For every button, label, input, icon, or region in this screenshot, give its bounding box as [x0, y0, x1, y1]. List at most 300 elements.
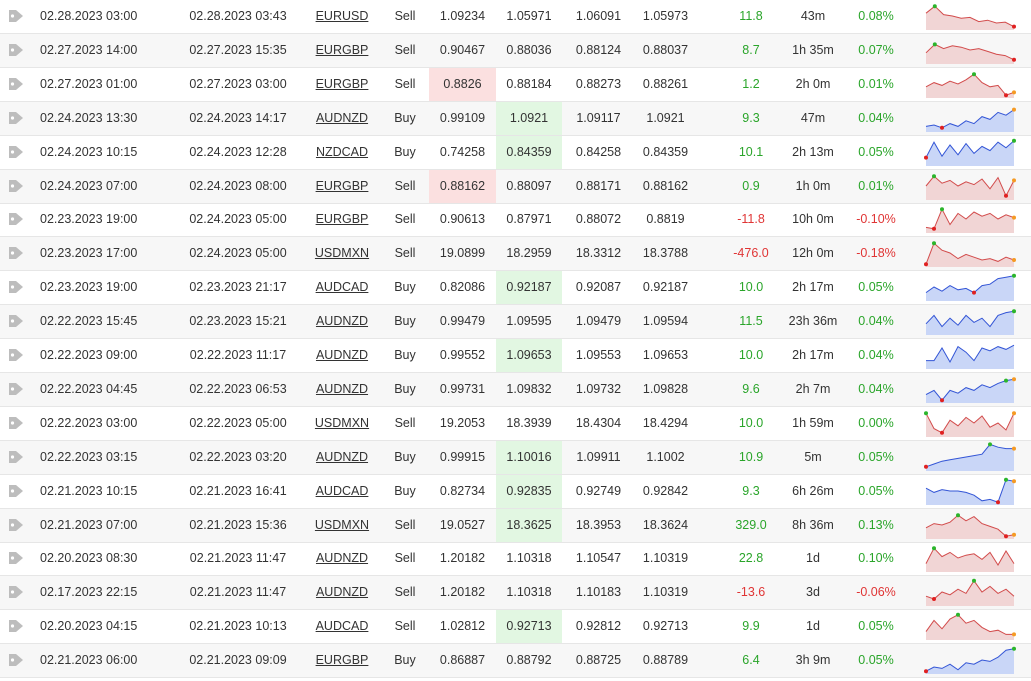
tag-cell[interactable]: [4, 373, 28, 406]
tag-icon[interactable]: [8, 246, 24, 260]
sparkline-area: [926, 176, 1014, 200]
price-sparkline: [924, 170, 1018, 203]
open-price: 0.74258: [439, 144, 486, 159]
sparkline-low-dot: [1004, 193, 1008, 197]
open-time: 02.20.2023 08:30: [40, 551, 138, 566]
table-row: [0, 441, 1031, 475]
sparkline-low-dot: [924, 669, 928, 673]
low-price: 1.09828: [642, 381, 689, 396]
tag-icon[interactable]: [8, 653, 24, 667]
low-price: 1.05973: [642, 9, 689, 23]
open-price: 0.82086: [439, 280, 486, 295]
open-price: 0.90613: [439, 212, 486, 227]
table-row: [0, 237, 1031, 271]
open-time: 02.27.2023 14:00: [40, 42, 138, 57]
high-price: 1.10183: [575, 585, 622, 600]
close-price: 0.88792: [506, 653, 552, 668]
close-time: 02.22.2023 03:20: [189, 449, 287, 464]
symbol-link[interactable]: NZDCAD: [315, 144, 369, 159]
low-price: 1.09594: [642, 314, 689, 329]
sparkline-high-dot: [988, 442, 992, 446]
sparkline-last-dot: [1012, 258, 1016, 262]
pips-value: 11.5: [739, 314, 763, 329]
close-price: 0.92835: [496, 475, 562, 508]
symbol-link[interactable]: USDMXN: [314, 517, 370, 532]
tag-cell[interactable]: [4, 441, 28, 474]
high-price: 18.4304: [575, 415, 622, 430]
low-price: 0.88162: [642, 178, 689, 193]
sparkline-last-dot: [1012, 107, 1016, 111]
open-price: 0.99915: [439, 449, 486, 464]
tag-cell[interactable]: [4, 170, 28, 203]
table-row: [0, 102, 1031, 136]
trade-type: Sell: [394, 517, 416, 532]
tag-icon[interactable]: [8, 619, 24, 633]
tag-icon[interactable]: [8, 382, 24, 396]
percent-change: 0.08%: [858, 9, 894, 23]
open-price: 0.99479: [439, 314, 486, 329]
symbol-link[interactable]: USDMXN: [314, 246, 370, 261]
symbol-cell: [308, 475, 376, 508]
symbol-cell: [308, 407, 376, 440]
close-time: 02.27.2023 15:35: [189, 42, 287, 57]
trade-type: Sell: [394, 76, 416, 91]
symbol-cell: [308, 576, 376, 609]
open-time: 02.27.2023 01:00: [40, 76, 138, 91]
close-price: 0.88184: [506, 76, 552, 91]
high-price: 1.09553: [575, 348, 622, 362]
close-price: 18.3625: [496, 509, 562, 542]
price-sparkline: [924, 339, 1018, 372]
symbol-link[interactable]: EURGBP: [315, 76, 369, 91]
sparkline-area: [926, 479, 1014, 504]
percent-change: 0.04%: [858, 348, 894, 362]
pips-value: 1.2: [742, 76, 760, 91]
low-price: 0.8819: [646, 212, 685, 227]
sparkline-cell: [924, 441, 1018, 474]
duration: 12h 0m: [792, 246, 834, 261]
close-time: 02.24.2023 08:00: [189, 178, 287, 193]
sparkline-cell: [924, 610, 1018, 643]
table-row: [0, 542, 1031, 576]
close-time: 02.23.2023 21:17: [189, 280, 287, 295]
tag-icon[interactable]: [8, 551, 24, 565]
tag-icon[interactable]: [8, 416, 24, 430]
table-row: [0, 170, 1031, 204]
symbol-cell: [308, 102, 376, 135]
high-price: 0.92749: [575, 483, 622, 498]
table-row: [0, 136, 1031, 170]
low-price: 1.0921: [646, 110, 685, 125]
tag-cell[interactable]: [4, 509, 28, 542]
sparkline-cell: [924, 373, 1018, 406]
high-price: 0.88171: [575, 178, 622, 193]
symbol-link[interactable]: AUDNZD: [315, 110, 369, 125]
close-price: 1.10318: [506, 585, 552, 600]
symbol-link[interactable]: AUDCAD: [315, 619, 369, 634]
sparkline-cell: [924, 576, 1018, 609]
sparkline-low-dot: [940, 125, 944, 129]
sparkline-high-dot: [1004, 477, 1008, 481]
price-sparkline: [924, 373, 1018, 406]
sparkline-area: [926, 276, 1014, 301]
sparkline-area: [926, 649, 1014, 674]
close-time: 02.21.2023 10:13: [189, 619, 287, 634]
sparkline-high-dot: [932, 547, 936, 551]
close-time: 02.22.2023 11:17: [189, 348, 287, 362]
table-row: [0, 475, 1031, 509]
low-price: 18.4294: [642, 415, 689, 430]
duration: 43m: [800, 9, 826, 23]
open-price: 0.88162: [429, 170, 496, 203]
trade-type: Buy: [394, 653, 416, 668]
percent-change: 0.01%: [858, 76, 894, 91]
symbol-link[interactable]: USDMXN: [314, 415, 370, 430]
tag-icon[interactable]: [8, 280, 24, 294]
symbol-link[interactable]: AUDNZD: [315, 348, 369, 362]
close-price: 1.10318: [506, 551, 552, 566]
tag-icon[interactable]: [8, 179, 24, 193]
sparkline-cell: [924, 305, 1018, 338]
symbol-link[interactable]: EURGBP: [315, 212, 369, 227]
tag-icon[interactable]: [8, 145, 24, 159]
open-price: 1.20182: [439, 585, 486, 600]
table-row: [0, 509, 1031, 543]
close-time: 02.22.2023 06:53: [189, 381, 287, 396]
percent-change: 0.05%: [858, 449, 894, 464]
pips-value: 10.1: [738, 144, 764, 159]
sparkline-last-dot: [1012, 216, 1016, 220]
sparkline-low-dot: [924, 464, 928, 468]
tag-cell[interactable]: [4, 610, 28, 643]
sparkline-high-dot: [932, 174, 936, 178]
symbol-cell: [308, 271, 376, 304]
pips-value: 0.9: [742, 178, 760, 193]
open-price: 0.99731: [439, 381, 486, 396]
duration: 1d: [806, 619, 820, 634]
open-time: 02.22.2023 03:15: [40, 449, 138, 464]
tag-cell[interactable]: [4, 237, 28, 270]
pips-value: 6.4: [742, 653, 760, 668]
low-price: 1.10319: [642, 551, 689, 566]
sparkline-cell: [924, 339, 1018, 372]
sparkline-high-dot: [933, 4, 937, 8]
open-time: 02.23.2023 19:00: [40, 212, 138, 227]
sparkline-high-dot: [1012, 309, 1016, 313]
tag-icon[interactable]: [8, 314, 24, 328]
sparkline-last-dot: [1012, 532, 1016, 536]
pips-value: 10.0: [738, 348, 764, 362]
sparkline-cell: [924, 542, 1018, 575]
low-price: 0.92713: [642, 619, 689, 634]
percent-change: 0.04%: [858, 314, 894, 329]
price-sparkline: [924, 610, 1018, 643]
tag-cell[interactable]: [4, 136, 28, 169]
table-row: [0, 34, 1031, 68]
pips-value: 9.3: [742, 110, 760, 125]
sparkline-cell: [924, 136, 1018, 169]
trade-type: Sell: [394, 619, 416, 634]
sparkline-high-dot: [1012, 647, 1016, 651]
percent-change: 0.05%: [858, 619, 894, 634]
duration: 47m: [800, 110, 826, 125]
close-price: 18.3939: [506, 415, 552, 430]
tag-icon[interactable]: [8, 484, 24, 498]
low-price: 18.3788: [642, 246, 689, 261]
percent-change: 0.05%: [858, 280, 894, 295]
close-price: 1.09595: [506, 314, 552, 329]
low-price: 18.3624: [642, 517, 689, 532]
tag-cell[interactable]: [4, 68, 28, 101]
symbol-cell: [308, 170, 376, 203]
trade-type: Sell: [394, 585, 416, 600]
low-price: 0.88037: [642, 42, 689, 57]
low-price: 1.1002: [646, 449, 685, 464]
close-time: 02.24.2023 14:17: [189, 110, 287, 125]
trade-type: Buy: [394, 280, 416, 295]
symbol-link[interactable]: AUDNZD: [315, 314, 369, 329]
tag-cell[interactable]: [4, 644, 28, 677]
price-sparkline: [924, 644, 1018, 677]
low-price: 0.88789: [642, 653, 689, 668]
percent-change: 0.00%: [858, 415, 894, 430]
sparkline-low-dot: [924, 262, 928, 266]
high-price: 0.88273: [575, 76, 622, 91]
sparkline-area: [926, 444, 1014, 471]
sparkline-last-dot: [1012, 90, 1016, 94]
sparkline-high-dot: [1012, 138, 1016, 142]
sparkline-cell: [924, 203, 1018, 236]
trade-type: Sell: [394, 415, 416, 430]
tag-icon[interactable]: [8, 43, 24, 57]
sparkline-high-dot: [924, 411, 928, 415]
duration: 23h 36m: [788, 314, 838, 329]
pips-value: -476.0: [733, 246, 769, 261]
open-time: 02.28.2023 03:00: [40, 9, 138, 23]
table-row: [0, 373, 1031, 407]
open-price: 0.90467: [439, 42, 486, 57]
tag-icon[interactable]: [8, 450, 24, 464]
pips-value: 22.8: [738, 551, 764, 566]
open-time: 02.22.2023 03:00: [40, 415, 138, 430]
sparkline-low-dot: [924, 155, 928, 159]
tag-icon[interactable]: [8, 111, 24, 125]
price-sparkline: [924, 407, 1018, 440]
symbol-cell: [308, 68, 376, 101]
sparkline-last-dot: [1012, 479, 1016, 483]
symbol-cell: [308, 542, 376, 575]
price-sparkline: [924, 102, 1018, 135]
percent-change: 0.05%: [858, 653, 894, 668]
tag-icon[interactable]: [8, 585, 24, 599]
low-price: 0.84359: [642, 144, 689, 159]
trade-type: Sell: [394, 212, 416, 227]
sparkline-last-dot: [1012, 446, 1016, 450]
open-price: 19.2053: [439, 415, 486, 430]
tag-icon[interactable]: [8, 348, 24, 362]
trade-type: Buy: [394, 381, 416, 396]
trade-type: Sell: [394, 178, 416, 193]
duration: 1h 0m: [795, 178, 831, 193]
pips-value: 10.0: [738, 280, 764, 295]
tag-cell[interactable]: [4, 102, 28, 135]
symbol-link[interactable]: EURUSD: [315, 9, 369, 23]
close-time: 02.21.2023 11:47: [189, 585, 287, 600]
trade-type: Buy: [394, 110, 416, 125]
symbol-cell: [308, 339, 376, 372]
trade-type: Buy: [394, 314, 416, 329]
sparkline-area: [926, 243, 1014, 267]
close-price: 18.2959: [506, 246, 552, 261]
symbol-cell: [308, 203, 376, 236]
symbol-cell: [308, 644, 376, 677]
tag-cell[interactable]: [4, 475, 28, 508]
price-sparkline: [924, 542, 1018, 575]
open-price: 0.99109: [439, 110, 486, 125]
percent-change: 0.04%: [858, 381, 894, 396]
table-row: [0, 610, 1031, 644]
tag-cell[interactable]: [4, 203, 28, 236]
symbol-link[interactable]: AUDCAD: [315, 483, 369, 498]
trade-type: Sell: [394, 551, 416, 566]
tag-icon[interactable]: [8, 77, 24, 91]
trade-type: Buy: [394, 144, 416, 159]
pips-value: 10.0: [738, 415, 764, 430]
table-row: [0, 407, 1031, 441]
open-price: 0.99552: [439, 348, 486, 362]
price-sparkline: [924, 0, 1018, 33]
open-price: 1.02812: [439, 619, 486, 634]
price-sparkline: [924, 305, 1018, 338]
sparkline-high-dot: [956, 613, 960, 617]
close-price: 1.05971: [506, 9, 552, 23]
tag-cell[interactable]: [4, 339, 28, 372]
sparkline-last-dot: [1012, 411, 1016, 415]
symbol-link[interactable]: EURGBP: [315, 178, 369, 193]
duration: 1h 59m: [792, 415, 834, 430]
symbol-cell: [308, 34, 376, 67]
tag-cell[interactable]: [4, 0, 28, 33]
tag-icon[interactable]: [8, 9, 24, 23]
sparkline-high-dot: [1012, 274, 1016, 278]
close-price: 0.88097: [506, 178, 552, 193]
duration: 6h 26m: [792, 483, 834, 498]
close-price: 0.84359: [496, 136, 562, 169]
symbol-link[interactable]: EURGBP: [315, 653, 369, 668]
open-time: 02.23.2023 19:00: [40, 280, 138, 295]
price-sparkline: [924, 475, 1018, 508]
close-time: 02.28.2023 03:43: [189, 9, 287, 23]
close-price: 0.92713: [496, 610, 562, 643]
pips-value: 10.9: [738, 449, 764, 464]
duration: 10h 0m: [792, 212, 834, 227]
pips-value: -13.6: [736, 585, 766, 600]
open-price: 19.0899: [439, 246, 486, 261]
close-price: 0.92187: [496, 271, 562, 304]
close-time: 02.24.2023 05:00: [189, 246, 287, 261]
symbol-link[interactable]: AUDNZD: [315, 381, 369, 396]
tag-icon[interactable]: [8, 212, 24, 226]
percent-change: -0.10%: [856, 212, 896, 227]
duration: 5m: [804, 449, 822, 464]
low-price: 1.09653: [642, 348, 689, 362]
symbol-link[interactable]: EURGBP: [315, 42, 369, 57]
tag-cell[interactable]: [4, 271, 28, 304]
high-price: 1.06091: [575, 9, 622, 23]
tag-cell[interactable]: [4, 34, 28, 67]
sparkline-cell: [924, 475, 1018, 508]
close-price: 1.10016: [496, 441, 562, 474]
tag-cell[interactable]: [4, 542, 28, 575]
percent-change: 0.05%: [858, 483, 894, 498]
tag-icon[interactable]: [8, 518, 24, 532]
close-price: 1.09653: [496, 339, 562, 372]
sparkline-high-dot: [972, 579, 976, 583]
close-time: 02.21.2023 16:41: [189, 483, 287, 498]
sparkline-area: [926, 615, 1014, 640]
open-time: 02.23.2023 17:00: [40, 246, 138, 261]
high-price: 1.09479: [575, 314, 622, 329]
symbol-link[interactable]: AUDNZD: [315, 449, 369, 464]
sparkline-high-dot: [956, 513, 960, 517]
table-row: [0, 576, 1031, 610]
sparkline-low-dot: [1004, 93, 1008, 97]
close-time: 02.21.2023 09:09: [189, 653, 287, 668]
open-price: 0.8826: [429, 68, 496, 101]
pips-value: 329.0: [735, 517, 767, 532]
table-row: [0, 339, 1031, 373]
tag-cell[interactable]: [4, 305, 28, 338]
sparkline-low-dot: [940, 398, 944, 402]
tag-cell[interactable]: [4, 407, 28, 440]
tag-cell[interactable]: [4, 576, 28, 609]
trade-type: Sell: [394, 42, 416, 57]
sparkline-cell: [924, 407, 1018, 440]
sparkline-low-dot: [1012, 58, 1016, 62]
duration: 3h 9m: [795, 653, 831, 668]
trade-type: Sell: [394, 246, 416, 261]
low-price: 0.92187: [642, 280, 689, 295]
open-time: 02.24.2023 13:30: [40, 110, 138, 125]
percent-change: 0.05%: [858, 144, 894, 159]
close-time: 02.21.2023 11:47: [189, 551, 287, 566]
trade-type: Sell: [394, 9, 416, 23]
table-row: [0, 203, 1031, 237]
symbol-link[interactable]: AUDNZD: [315, 551, 369, 566]
table-row: [0, 305, 1031, 339]
close-price: 1.09832: [506, 381, 552, 396]
table-row: [0, 644, 1031, 678]
close-price: 0.88036: [506, 42, 552, 57]
pips-value: 11.8: [739, 9, 763, 23]
sparkline-cell: [924, 170, 1018, 203]
high-price: 1.09911: [576, 449, 621, 464]
open-time: 02.24.2023 10:15: [40, 144, 138, 159]
duration: 2h 0m: [795, 76, 831, 91]
sparkline-cell: [924, 509, 1018, 542]
sparkline-last-dot: [1012, 377, 1016, 381]
symbol-link[interactable]: AUDCAD: [315, 280, 369, 295]
sparkline-cell: [924, 34, 1018, 67]
sparkline-high-dot: [933, 42, 937, 46]
symbol-link[interactable]: AUDNZD: [315, 585, 369, 600]
symbol-cell: [308, 610, 376, 643]
price-sparkline: [924, 441, 1018, 474]
sparkline-area: [926, 581, 1014, 606]
percent-change: -0.06%: [856, 585, 896, 600]
high-price: 18.3312: [575, 246, 622, 261]
sparkline-high-dot: [972, 72, 976, 76]
